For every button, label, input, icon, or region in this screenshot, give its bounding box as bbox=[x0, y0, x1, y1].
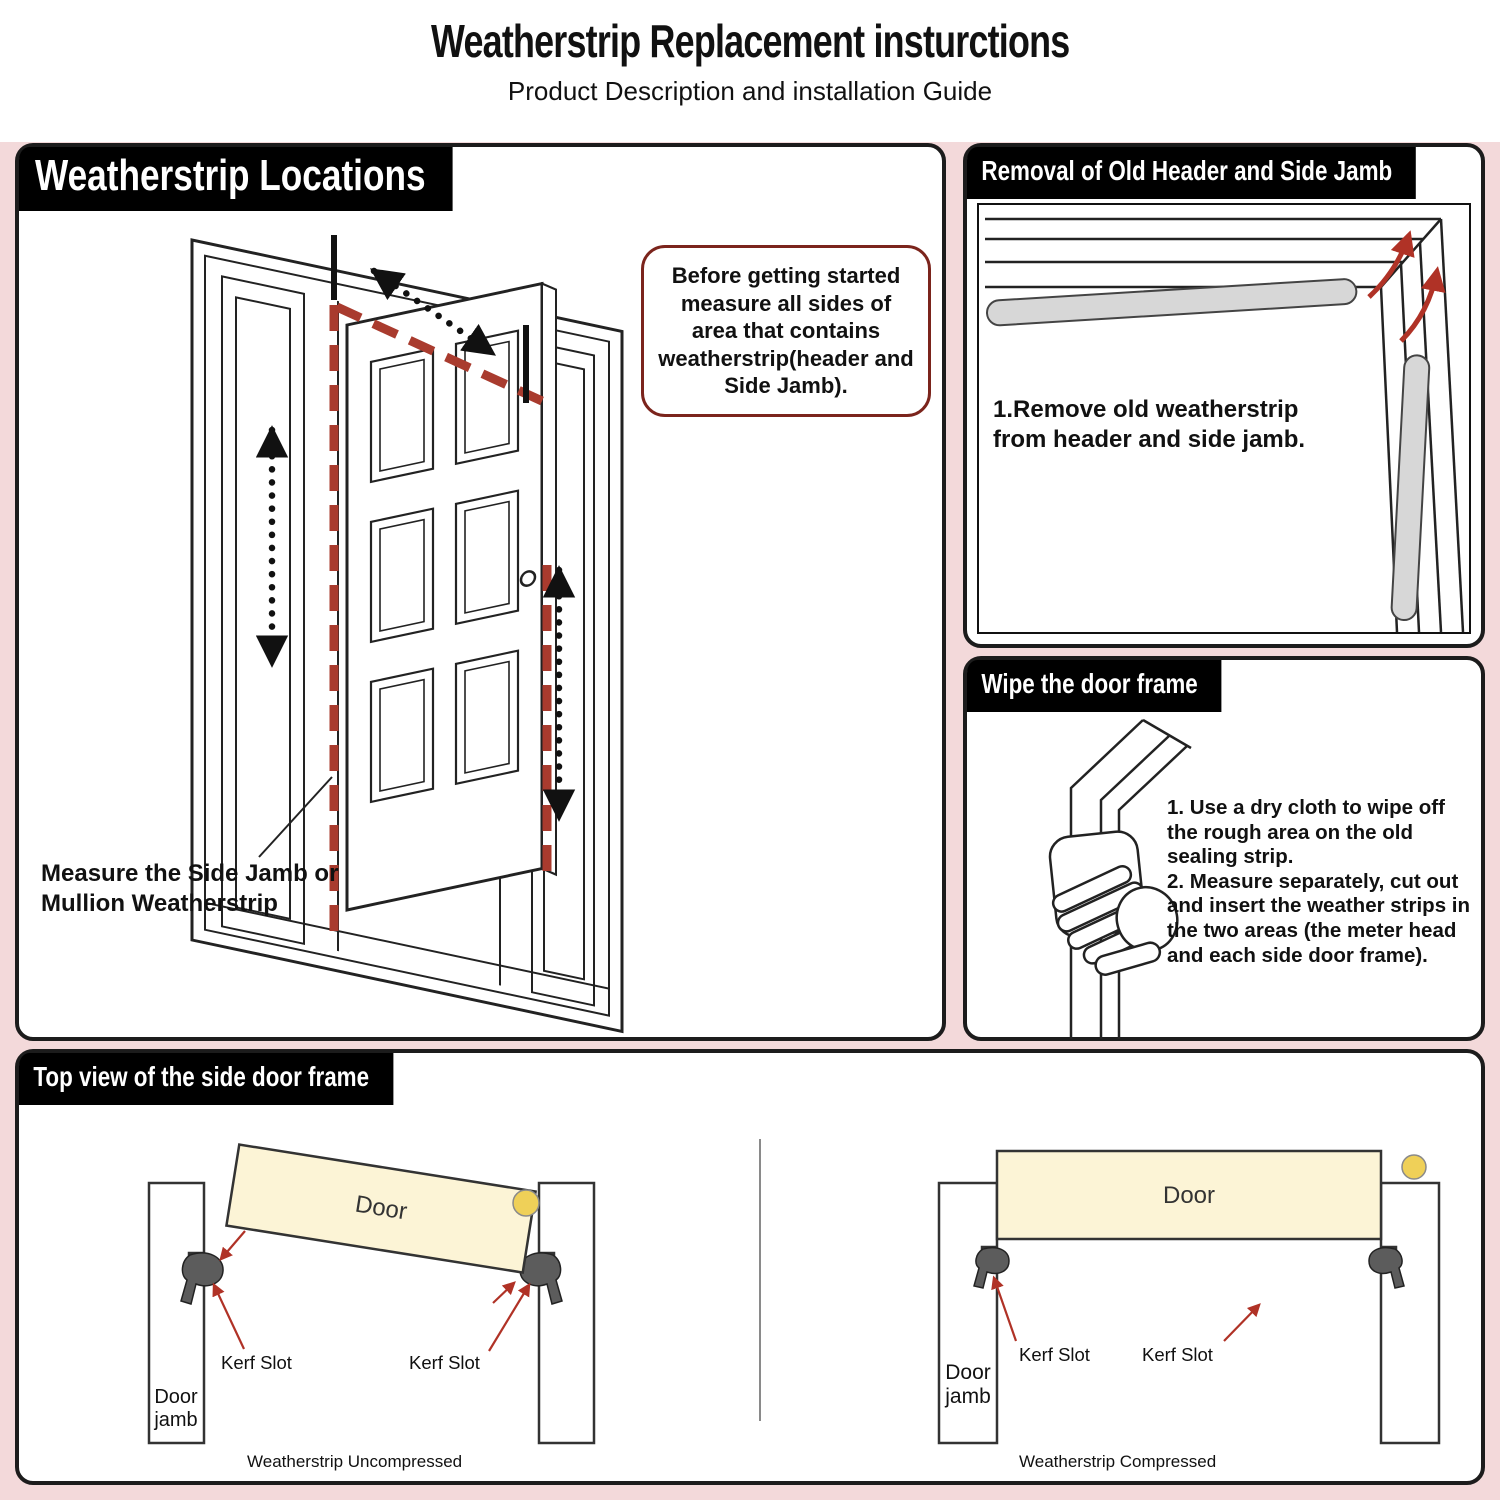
page-subtitle: Product Description and installation Guide bbox=[507, 76, 993, 106]
kerf-arrow-right bbox=[489, 1285, 529, 1351]
wipe-step-2: 2. Measure separately, cut out and insert the weather strips in the two areas (the meter head and each side door frame). bbox=[1167, 869, 1471, 967]
locations-banner: Weatherstrip Locations bbox=[19, 147, 453, 211]
removal-illustration-box bbox=[977, 203, 1471, 634]
topview-banner: Top view of the side door frame bbox=[19, 1053, 393, 1105]
removal-panel bbox=[963, 143, 1485, 648]
callout-box: Before getting started measure all sides of area that contains weatherstrip(header and Side Jamb). bbox=[641, 245, 931, 417]
kerf-slot-label-right: Kerf Slot bbox=[409, 1352, 480, 1373]
jamb-weatherstrip bbox=[1391, 355, 1430, 621]
page-title: Weatherstrip Replacement insturctions bbox=[430, 15, 1070, 67]
topview-compressed-diagram bbox=[804, 1113, 1464, 1481]
removal-step-text: 1.Remove old weatherstrip from header and side jamb. bbox=[993, 396, 1306, 453]
kerf-arrow-right bbox=[1224, 1305, 1259, 1341]
door-jamb-label-line2: jamb bbox=[945, 1385, 991, 1408]
header-weatherstrip bbox=[986, 278, 1357, 326]
door-ajar bbox=[226, 1145, 535, 1273]
locations-panel bbox=[15, 143, 946, 1041]
hand-with-cloth bbox=[1047, 830, 1186, 977]
measure-side-jamb-label: Measure the Side Jamb or Mullion Weatherstrip bbox=[41, 860, 339, 917]
topview-uncompressed-diagram bbox=[49, 1113, 709, 1481]
right-door-jamb bbox=[1381, 1183, 1439, 1443]
door-jamb-label-line1: Door bbox=[154, 1386, 198, 1408]
compressed-caption: Weatherstrip Compressed bbox=[1019, 1452, 1217, 1471]
uncompressed-caption: Weatherstrip Uncompressed bbox=[247, 1452, 463, 1471]
topview-panel bbox=[15, 1049, 1485, 1485]
kerf-arrow-left bbox=[214, 1285, 244, 1349]
kerf-slot-label-right: Kerf Slot bbox=[1142, 1344, 1213, 1365]
kerf-slot-label-left: Kerf Slot bbox=[1019, 1344, 1090, 1365]
gap-arrow-right bbox=[493, 1283, 514, 1303]
door-label: Door bbox=[1162, 1182, 1216, 1209]
door-jamb-label-line1: Door bbox=[945, 1361, 991, 1384]
diagram-divider bbox=[759, 1139, 761, 1421]
hinge-pivot bbox=[513, 1190, 539, 1216]
hinge-pivot bbox=[1402, 1155, 1426, 1179]
header-block bbox=[0, 0, 1500, 142]
door-jamb-label-line2: jamb bbox=[154, 1409, 198, 1431]
door-label: Door bbox=[353, 1190, 409, 1226]
gap-arrow-left bbox=[221, 1231, 245, 1259]
right-door-jamb bbox=[539, 1183, 594, 1443]
kerf-slot-label-left: Kerf Slot bbox=[221, 1352, 292, 1373]
removal-arrow-2 bbox=[1401, 271, 1437, 341]
removal-banner: Removal of Old Header and Side Jamb bbox=[967, 147, 1416, 199]
wipe-steps-text bbox=[1167, 796, 1475, 968]
wipe-step-1: 1. Use a dry cloth to wipe off the rough area on the old sealing strip. bbox=[1167, 796, 1445, 869]
wipe-banner: Wipe the door frame bbox=[967, 660, 1222, 712]
wipe-panel bbox=[963, 656, 1485, 1041]
